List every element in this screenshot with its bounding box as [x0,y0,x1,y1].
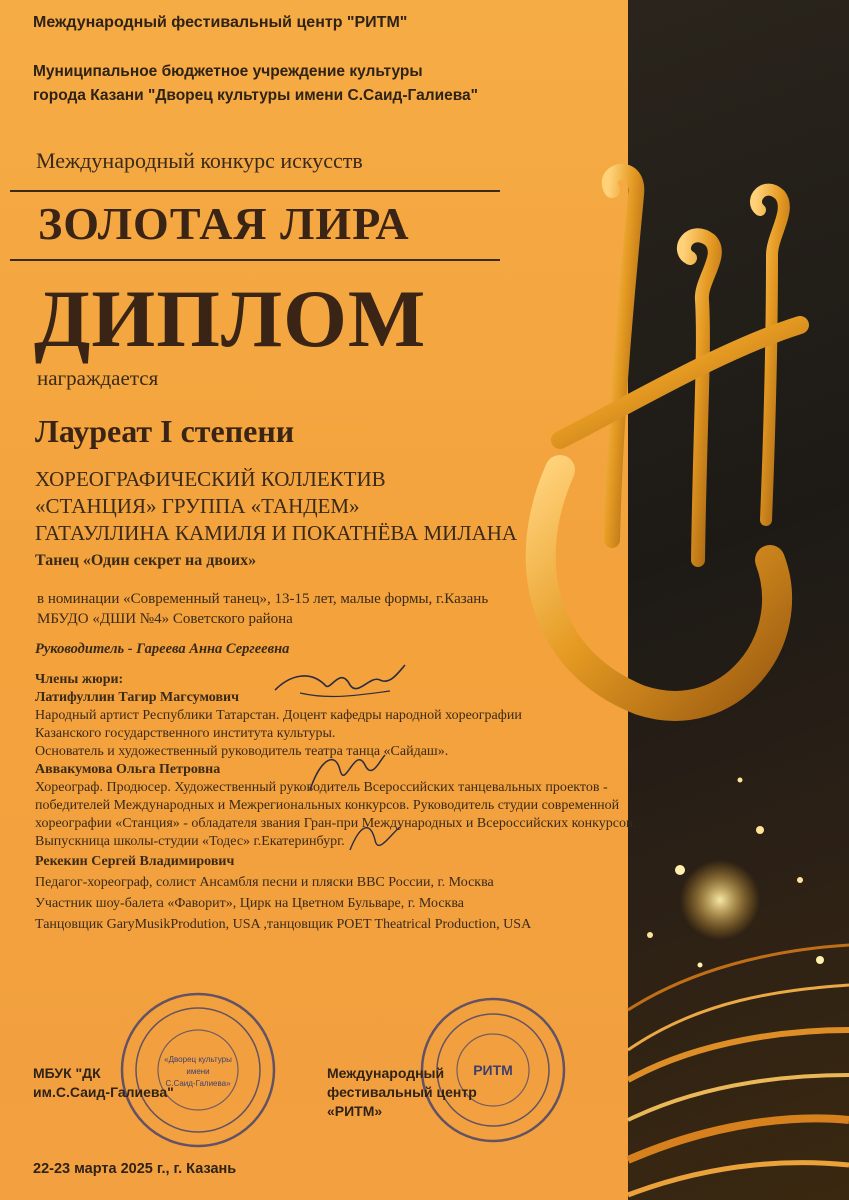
signature-2 [300,740,390,800]
contest-subtitle: Международный конкурс искусств [36,148,363,173]
diploma-title: ДИПЛОМ [34,273,427,364]
organizer-left [33,1064,174,1102]
jury-member-name: Латифуллин Тагир Магсумович [35,690,239,705]
jury-member-line: Основатель и художественный руководитель театра танца «Сайдаш». [35,744,449,759]
organizer-right [327,1064,477,1121]
organizer-right-line-2: фестивальный центр [327,1084,477,1100]
top-divider [10,190,500,192]
award-degree: Лауреат I степени [35,413,295,449]
signature-3 [345,815,405,860]
jury-member-name: Рекекин Сергей Владимирович [35,854,235,869]
awarded-label: награждается [37,366,159,390]
jury-member-line: победителей Международных и Межрегиональных конкурсов. Руководитель студии современной [35,798,620,813]
team-line-3: ГАТАУЛЛИНА КАМИЛЯ И ПОКАТНЁВА МИЛАНА [35,521,518,545]
jury-member-line: хореографии «Станция» - обладателя звания Гран-при Международных и Всероссийских конкурсов. [35,816,637,831]
jury-member-line: Педагог-хореограф, солист Ансамбля песни и пляски ВВС России, г. Москва [35,875,494,890]
nomination [37,589,488,629]
organizer-left-line-2: им.С.Саид-Галиева" [33,1084,174,1100]
team-leader: Руководитель - Гареева Анна Сергеевна [35,641,290,657]
festival-center-name: Международный фестивальный центр "РИТМ" [33,14,408,31]
nomination-line-1: в номинации «Современный танец», 13-15 лет, малые формы, г.Казань [37,591,489,607]
organizer-right-line-1: Международный [327,1065,445,1081]
institution-name [33,60,478,108]
jury-member-line: Участник шоу-балета «Фаворит», Цирк на Цветном Бульваре, г. Москва [35,896,464,911]
team-line-1: ХОРЕОГРАФИЧЕСКИЙ КОЛЛЕКТИВ [35,467,386,491]
institution-line-2: города Казани "Дворец культуры имени С.Саид-Галиева" [33,87,479,104]
jury-member-line: Танцовщик GaryMusikProdution, USA ,танцовщик POET Theatrical Production, USA [35,917,532,932]
svg-text:«Дворец культуры: «Дворец культуры [164,1055,232,1064]
event-date: 22-23 марта 2025 г., г. Казань [33,1161,237,1177]
jury-title: Члены жюри: [35,672,124,687]
dance-title: Танец «Один секрет на двоих» [35,552,257,569]
svg-text:РИТМ: РИТМ [473,1062,513,1078]
team-line-2: «СТАНЦИЯ» ГРУППА «ТАНДЕМ» [35,494,360,518]
contest-title: ЗОЛОТАЯ ЛИРА [38,198,410,249]
jury-member-line: Казанского государственного института культуры. [35,726,336,741]
institution-line-1: Муниципальное бюджетное учреждение культуры [33,63,423,80]
jury-member-line: Народный артист Республики Татарстан. Доцент кафедры народной хореографии [35,708,522,723]
svg-text:С.Саид-Галиева»: С.Саид-Галиева» [165,1079,231,1088]
jury-member-3 [35,851,531,935]
jury-member-line: Выпускница школы-студии «Тодес» г.Екатеринбург. [35,834,345,849]
jury-member-name: Аввакумова Ольга Петровна [35,762,221,777]
signature-1 [270,655,410,705]
team-name [35,466,517,547]
bottom-divider [10,259,500,261]
nomination-line-2: МБУДО «ДШИ №4» Советского района [37,611,293,627]
organizer-left-line-1: МБУК "ДК [33,1065,101,1081]
organizer-right-line-3: «РИТМ» [327,1103,383,1119]
jury-member-line: Хореограф. Продюсер. Художественный руководитель Всероссийских танцевальных проектов - [35,780,608,795]
svg-text:имени: имени [186,1067,210,1076]
